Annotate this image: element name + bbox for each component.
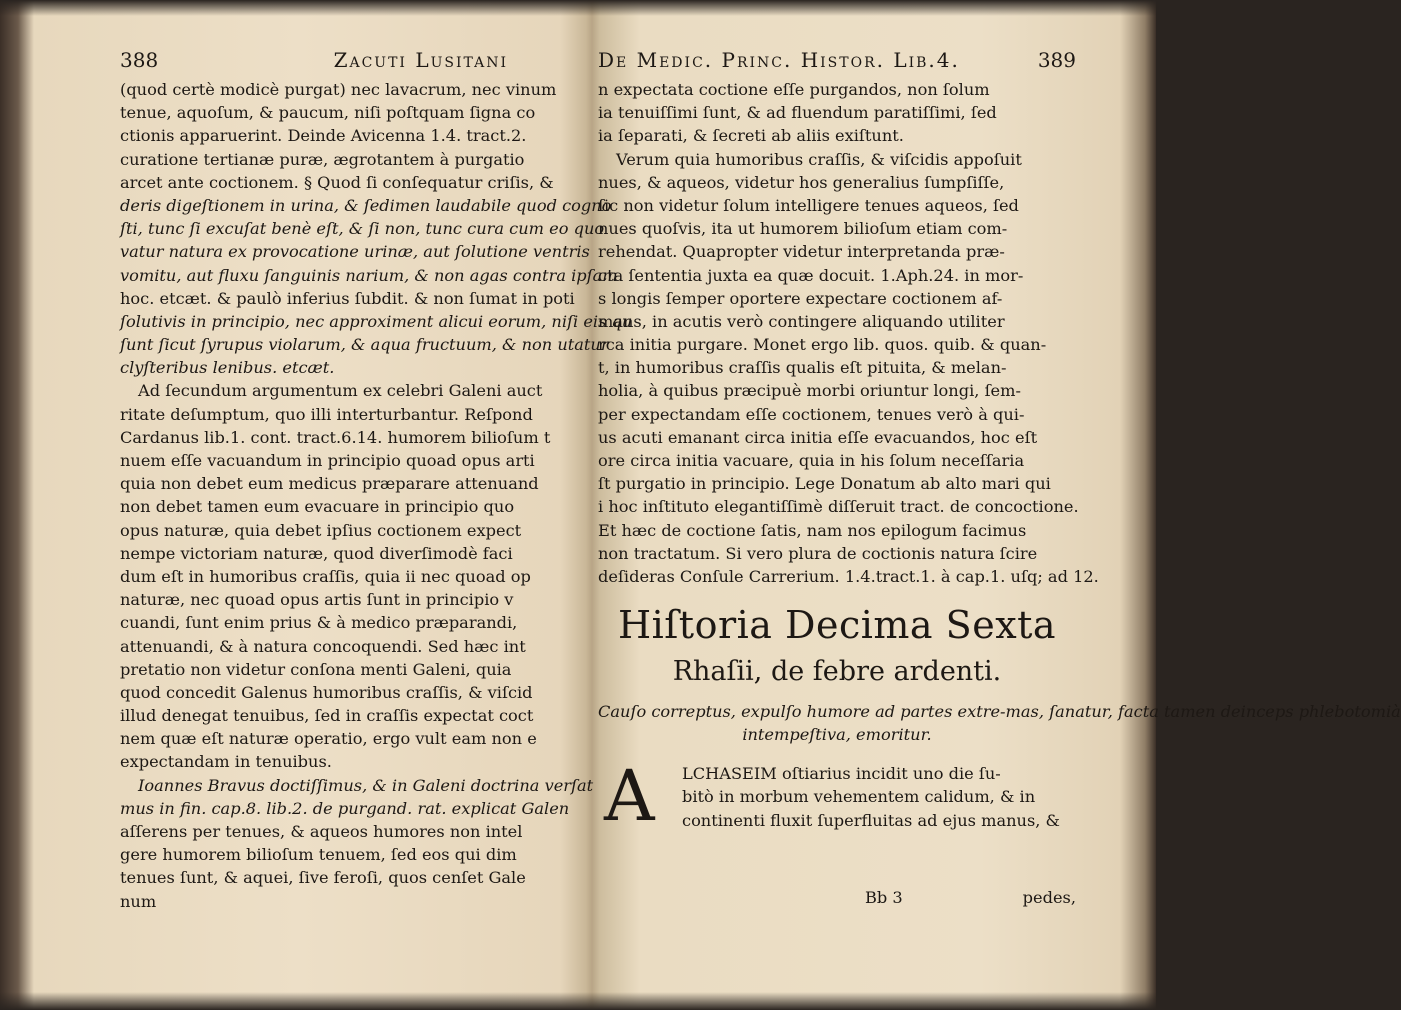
- text-line: Et hæc de coctione ſatis, nam nos epilogum facimus: [598, 520, 1027, 540]
- left-page-text: [120, 78, 633, 913]
- text-line: ctionis apparuerint. Deinde Avicenna 1.4. tract.2.: [120, 126, 527, 146]
- text-line: Ad ſecundum argumentum ex celebri Galeni auct: [138, 381, 543, 401]
- text-line: intempeſtiva, emoritur.: [742, 725, 932, 745]
- text-line: Verum quia humoribus craſſis, & viſcidis appoſuit: [616, 149, 1022, 169]
- text-line: Cardanus lib.1. cont. tract.6.14. humorem bilioſum t: [120, 427, 551, 447]
- text-line: cta ſententia juxta ea quæ docuit. 1.Aph.24. in mor-: [598, 265, 1024, 285]
- text-line: arcet ante coctionem. § Quod ſi conſequatur criſis, &: [120, 172, 554, 192]
- text-line: rca initia purgare. Monet ergo lib. quos. quib. & quan-: [598, 335, 1047, 355]
- text-line: aſſerens per tenues, & aqueos humores non intel: [120, 822, 523, 841]
- top-shadow: [0, 0, 1156, 16]
- left-page-header: [120, 48, 588, 78]
- right-page-text: [598, 78, 1099, 588]
- text-line: naturæ, nec quoad opus artis ſunt in principio v: [120, 590, 514, 610]
- text-line: tenues ſunt, & aquei, ſive feroſi, quos cenſet Gale: [120, 868, 526, 888]
- text-line: deris digeſtionem in urina, & ſedimen laudabile quod cogno: [120, 195, 612, 215]
- text-line: mas, ſanatur, facta tamen deinceps phlebotomià: [1005, 702, 1401, 722]
- history-opening: [598, 755, 1076, 838]
- text-line: holia, à quibus præcipuè morbi oriuntur longi, ſem-: [598, 381, 1021, 401]
- right-page: [598, 48, 1401, 928]
- text-line: i hoc inſtituto elegantiſſimè diſſeruit tract. de concoctione.: [598, 497, 1079, 517]
- text-line: s longis ſemper oportere expectare coctionem af-: [598, 288, 1003, 308]
- text-line: ore circa initia vacuare, quia in his ſolum neceſſaria: [598, 451, 1025, 470]
- history-subtitle: Rhaſii, de febre ardenti.: [672, 656, 1002, 688]
- text-line: opus naturæ, quia debet ipſius coctionem expect: [120, 520, 522, 540]
- text-line: us acuti emanant circa initia eſſe evacuandos, hoc eſt: [598, 427, 1038, 447]
- text-line: illud denegat tenuibus, ſed in craſſis expectat coct: [120, 706, 534, 726]
- text-line: ia ſeparati, & ſecreti ab aliis exiſtunt.: [598, 126, 904, 146]
- history-summary: [598, 700, 1401, 746]
- text-line: ia tenuiſſimi ſunt, & ad fluendum paratiſſimi, ſed: [598, 103, 997, 123]
- text-line: nuem eſſe vacuandum in principio quoad opus arti: [120, 451, 535, 470]
- text-line: continenti fluxit ſuperfluitas ad ejus manus, &: [682, 810, 1060, 830]
- text-line: ſti, tunc ſi excuſat benè eſt, & ſi non, tunc cura cum eo quo: [120, 219, 605, 239]
- text-line: clyſteribus lenibus. etcæt.: [120, 358, 335, 378]
- text-line: ſunt ſicut ſyrupus violarum, & aqua fructuum, & non utatur: [120, 335, 609, 355]
- catchword: pedes,: [1022, 888, 1076, 907]
- text-line: Cauſo correptus, expulſo humore ad partes extre-: [598, 702, 1006, 722]
- text-line: non tractatum. Si vero plura de coctionis natura ſcire: [598, 543, 1038, 563]
- text-line: expectandam in tenuibus.: [120, 752, 332, 772]
- text-line: per expectandam eſſe coctionem, tenues verò à qui-: [598, 404, 1025, 424]
- left-running-head: Zacuti Lusitani: [333, 48, 508, 72]
- text-line: ſic non videtur ſolum intelligere tenues aqueos, ſed: [598, 195, 1019, 215]
- text-line: mus in fin. cap.8. lib.2. de purgand. rat. explicat Galen: [120, 798, 570, 818]
- text-line: ritate deſumptum, quo illi interturbantur. Reſpond: [120, 404, 533, 424]
- text-line: rehendat. Quapropter videtur interpretanda præ-: [598, 242, 1005, 262]
- text-line: num: [120, 891, 157, 911]
- text-line: hoc. etcæt. & paulò inferius ſubdit. & non ſumat in poti: [120, 288, 575, 308]
- history-heading: [598, 602, 1401, 746]
- text-line: curatione tertianæ puræ, ægrotantem à purgatio: [120, 149, 525, 169]
- text-line: cuandi, ſunt enim prius & à medico præparandi,: [120, 613, 518, 633]
- text-line: t, in humoribus craſſis qualis eſt pituita, & melan-: [598, 358, 1007, 378]
- text-line: nem quæ eſt naturæ operatio, ergo vult eam non e: [120, 729, 537, 749]
- right-running-head: De Medic. Princ. Histor. Lib.4.: [598, 48, 960, 72]
- bottom-shadow: [0, 992, 1156, 1010]
- text-line: quod concedit Galenus humoribus craſſis, & viſcid: [120, 682, 533, 702]
- text-line: dum eſt in humoribus craſſis, quia ii nec quoad op: [120, 566, 531, 586]
- text-line: vatur natura ex provocatione urinæ, aut ſolutione ventris: [120, 242, 590, 262]
- drop-cap: A: [604, 755, 655, 838]
- text-line: n expectata coctione eſſe purgandos, non ſolum: [598, 80, 990, 99]
- text-line: deſideras Conſule Carrerium. 1.4.tract.1. à cap.1. uſq; ad 12.: [598, 566, 1099, 586]
- text-line: ſt purgatio in principio. Lege Donatum ab alto mari qui: [598, 474, 1051, 494]
- text-line: nues quoſvis, ita ut humorem bilioſum etiam com-: [598, 219, 1008, 239]
- left-page-number: 388: [120, 48, 159, 72]
- right-page-header: [598, 48, 1076, 78]
- text-line: nempe victoriam naturæ, quod diverſimodè faci: [120, 543, 513, 563]
- text-line: bitò in morbum vehementem calidum, & in: [682, 787, 1036, 807]
- page-footer: [865, 886, 1076, 909]
- text-line: nues, & aqueos, videtur hos generalius ſumpſiſſe,: [598, 172, 1005, 192]
- text-line: (quod certè modicè purgat) nec lavacrum, nec vinum: [120, 80, 557, 99]
- opening-text: [682, 762, 1060, 832]
- text-line: LCHASEIM oſtiarius incidit uno die ſu-: [682, 764, 1001, 784]
- text-line: Ioannes Bravus doctiſſimus, & in Galeni doctrina verſat: [138, 775, 594, 795]
- text-line: ſolutivis in principio, nec approximent alicui eorum, niſi eis qu: [120, 311, 633, 331]
- text-line: tenue, aquoſum, & paucum, niſi poſtquam ſigna co: [120, 103, 536, 123]
- text-line: pretatio non videtur conſona menti Galeni, quia: [120, 659, 512, 679]
- history-title: Hiſtoria Decima Sexta: [617, 603, 1057, 648]
- text-line: mans, in acutis verò contingere aliquando utiliter: [598, 311, 1005, 331]
- text-line: gere humorem bilioſum tenuem, ſed eos qui dim: [120, 845, 517, 865]
- left-page: [120, 48, 633, 928]
- text-line: vomitu, aut fluxu ſanguinis narium, & non agas contra ipſam: [120, 265, 618, 285]
- text-line: quia non debet eum medicus præparare attenuand: [120, 474, 539, 494]
- text-line: non debet tamen eum evacuare in principio quo: [120, 497, 515, 517]
- right-page-number: 389: [1037, 48, 1076, 72]
- signature-mark: Bb 3: [864, 888, 903, 907]
- text-line: attenuandi, & à natura concoquendi. Sed hæc int: [120, 636, 526, 656]
